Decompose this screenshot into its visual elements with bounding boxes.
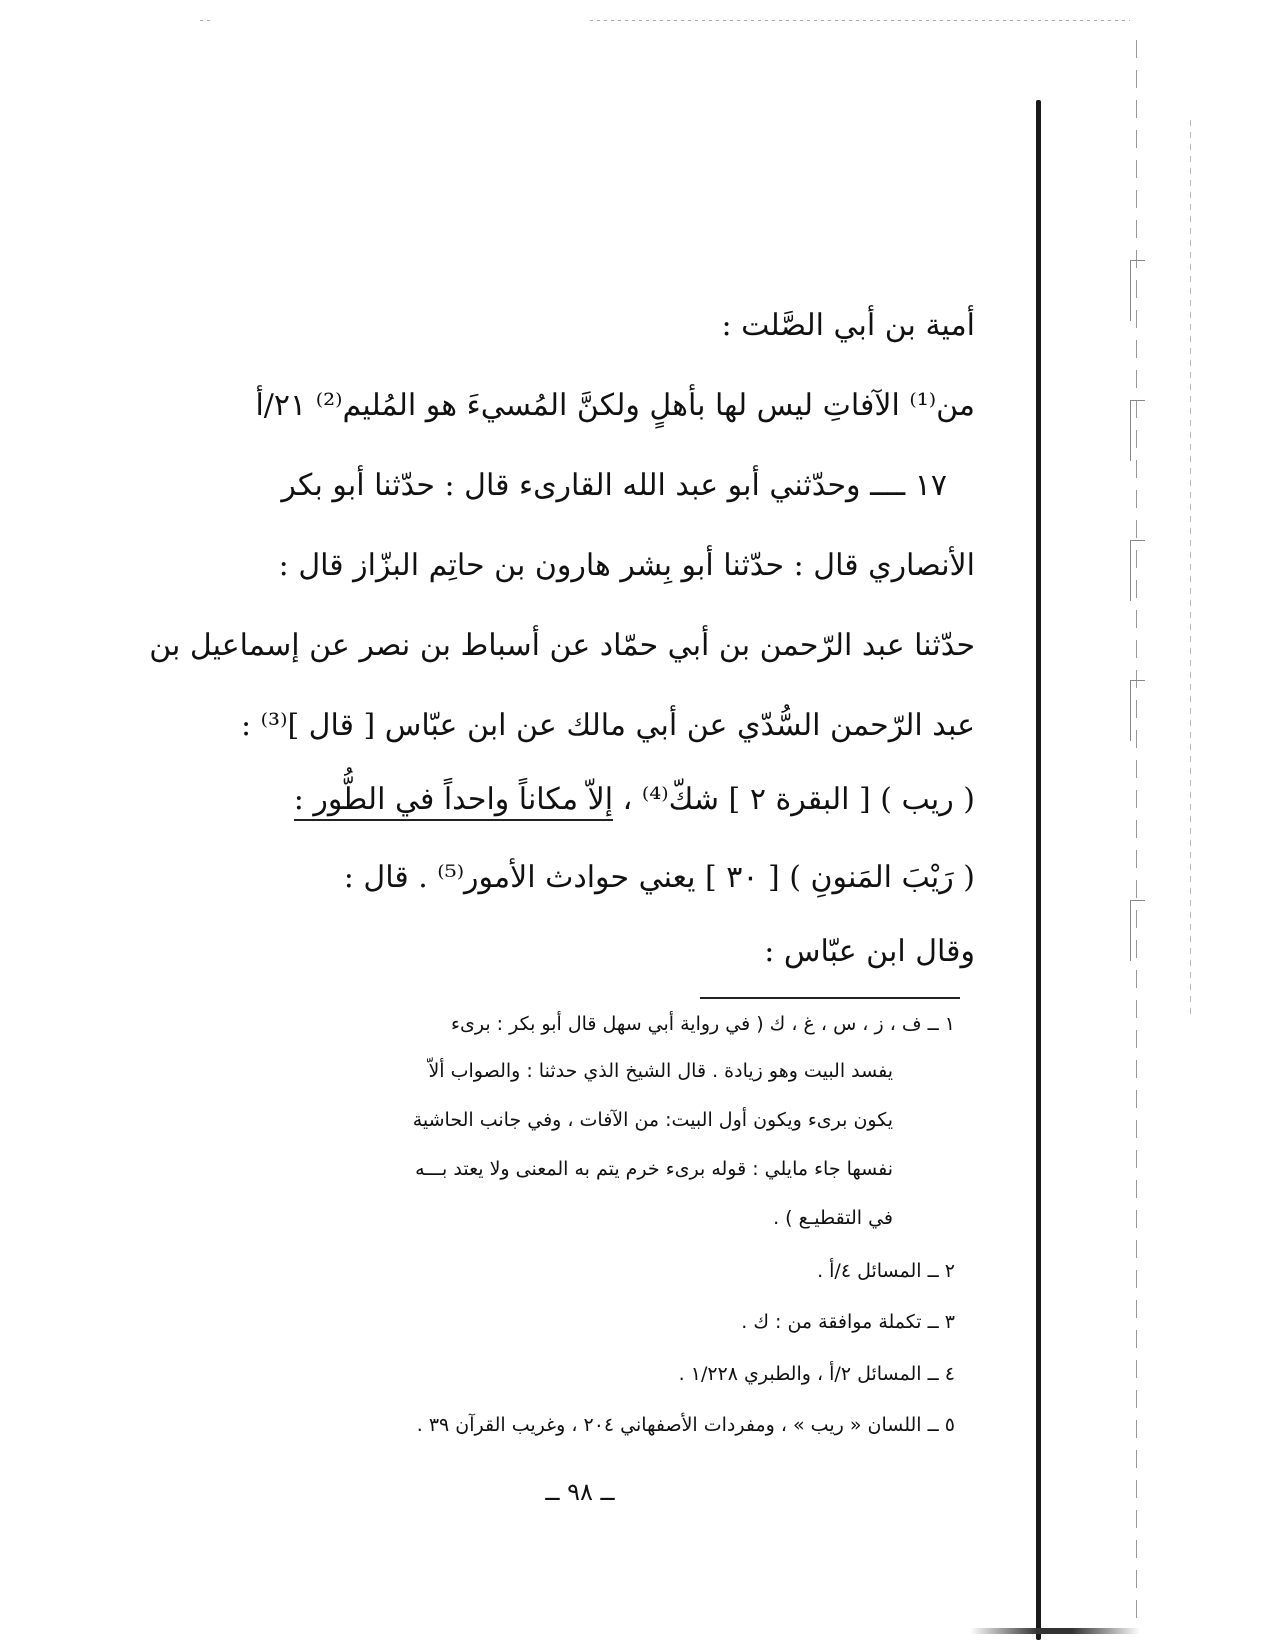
- text-line-7-start: ( ريب ) [ البقرة ٢ ] شكّ⁽⁴⁾ ،: [622, 782, 975, 817]
- footnote-1-line-5: في التقطيـع ) .: [773, 1207, 893, 1229]
- footnote-1-line-4: نفسها جاء مايلي : قوله برىء خرم يتم به المعنى ولا يعتد بـــه: [415, 1158, 893, 1180]
- text-line-7-underlined: إلاّ مكاناً واحداً في الطُّور :: [294, 782, 613, 821]
- page-edge-line-outer: [1190, 120, 1191, 1020]
- footnote-1-line-3: يكون برىء ويكون أول البيت: من الآفات ، وفي جانب الحاشية: [412, 1109, 893, 1131]
- text-line-1: أمية بن أبي الصَّلت :: [721, 308, 975, 343]
- book-spine-base: [970, 1628, 1140, 1634]
- text-line-7: [294, 760, 975, 839]
- footnote-3: ٣ ــ تكملة موافقة من : ك .: [741, 1311, 955, 1333]
- text-line-2-verse: من⁽¹⁾ الآفاتِ ليس لها بأهلٍ ولكنَّ المُسيءَ هو المُليم⁽²⁾ ٢١/أ: [255, 388, 975, 423]
- book-spine-shadow: [1036, 100, 1041, 1640]
- footnote-4: ٤ ــ المسائل ٢/أ ، والطبري ١/٢٢٨ .: [678, 1363, 955, 1385]
- footnote-1-line-2: يفسد البيت وهو زيادة . قال الشيخ الذي حدثنا : والصواب ألاّ: [428, 1060, 893, 1082]
- text-line-5: حدّثنا عبد الرّحمن بن أبي حمّاد عن أسباط بن نصر عن إسماعيل بن: [149, 628, 975, 663]
- footnote-1-line-1: ١ ــ ف ، ز ، س ، غ ، ك ( في رواية أبي سهل قال أبو بكر : برىء: [451, 1013, 955, 1035]
- scan-dots-top-left: [200, 20, 214, 21]
- scan-dots-top: [590, 20, 1130, 21]
- footnote-5: ٥ ــ اللسان « ريب » ، ومفردات الأصفهاني ٢٠٤ ، وغريب القرآن ٣٩ .: [416, 1414, 955, 1436]
- text-line-4: الأنصاري قال : حدّثنا أبو بِشر هارون بن حاتِم البزّاز قال :: [278, 548, 975, 583]
- footnote-separator: [700, 997, 960, 999]
- text-line-6: عبد الرّحمن السُّدّي عن أبي مالك عن ابن عبّاس [ قال ]⁽³⁾ :: [241, 708, 975, 743]
- text-line-9: وقال ابن عبّاس :: [764, 934, 975, 969]
- text-line-3: ١٧ ــــ وحدّثني أبو عبد الله القارىء قال : حدّثنا أبو بكر: [281, 468, 947, 503]
- page-number: ــ ٩٨ ــ: [545, 1478, 615, 1506]
- footnote-2: ٢ ــ المسائل ٤/أ .: [817, 1260, 955, 1282]
- text-line-8: ( رَيْبَ المَنونِ ) [ ٣٠ ] يعني حوادث الأمور⁽⁵⁾ . قال :: [343, 860, 975, 895]
- page-edge-marks: [1130, 40, 1150, 1600]
